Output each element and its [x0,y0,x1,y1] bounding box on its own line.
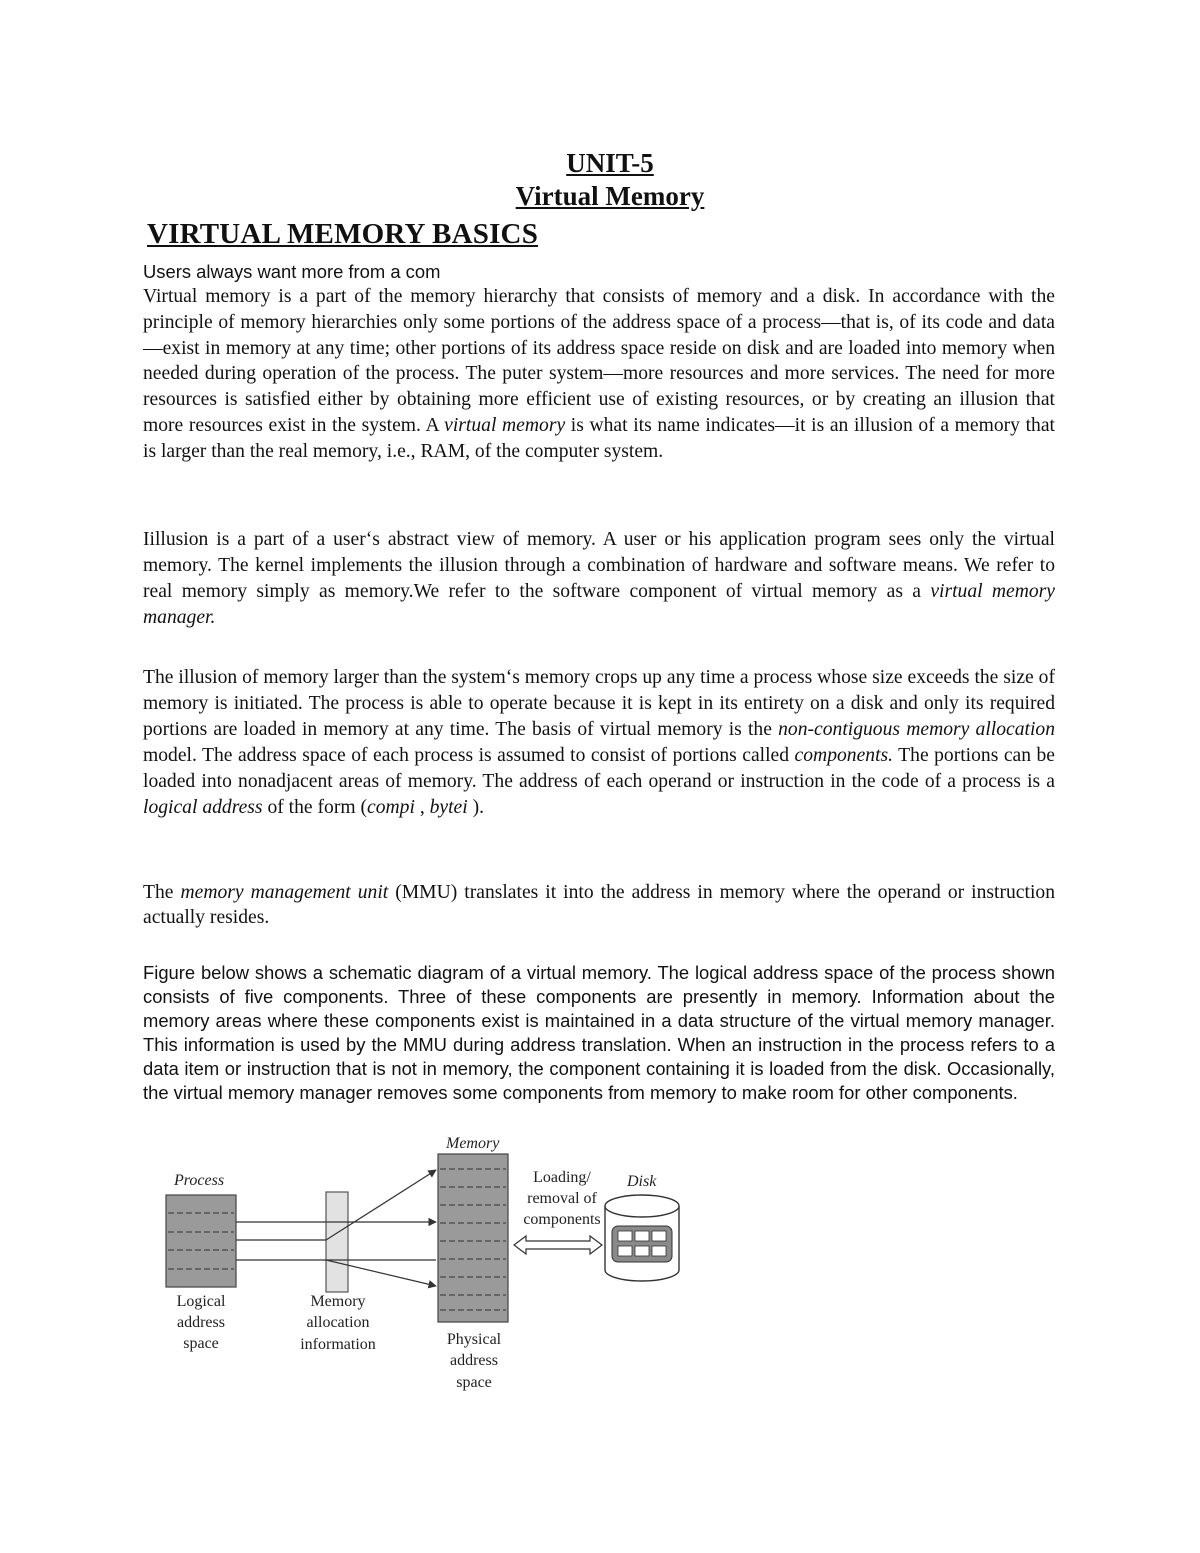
alloc-label-3: information [300,1336,376,1353]
allocation-info-block [326,1192,348,1292]
paragraph-1 [143,284,1055,465]
paragraph-3-text-c: The portions can be loaded into nonadjacent areas of memory. The address of each operand or instruction in the code of a process is a [143,745,1055,792]
page-subtitle: Virtual Memory [515,181,705,211]
paragraph-3-emphasis-3: logical address [143,797,263,818]
paragraph-3 [143,665,1055,821]
paragraph-1-text-b: is what its name indicates—it is an illusion of a memory that is larger than the real memory, i.e., RAM, of the computer system. [143,414,1055,462]
physical-label-2: address [450,1352,498,1369]
process-label: Process [174,1172,225,1189]
loading-label-2: removal of [527,1190,597,1207]
paragraph-5-text: Figure below shows a schematic diagram of a virtual memory. The logical address space of the process shown consists of five components. Three of these components are presently in memory. Information about the memory areas where these components exist is maintained in a data structure of the virtual memory manager. This information is used by the MMU during address translation. When an instruction in the process refers to a data item or instruction that is not in memory, the component containing it is loaded from the disk. Occasionally, the virtual memory manager removes some components from memory to make room for other components. [143,962,1055,1103]
paragraph-2-text-a: Iillusion is a part of a user‘s abstract view of memory. A user or his application program sees only the virtual memory. The kernel implements the illusion through a combination of hardware and software means. We refer to real memory simply as memory.We refer to the software component of virtual memory as a [143,529,1055,602]
physical-label-1: Physical [446,1331,502,1348]
logical-label-3: space [183,1335,219,1352]
process-block-fill [166,1195,236,1287]
paragraph-1-emphasis: virtual memory [444,414,566,436]
paragraph-2-emphasis: virtual memory manager. [143,581,1056,628]
paragraph-1-text-a: Virtual memory is a part of the memory hierarchy that consists of memory and a disk. In accordance with the principle of memory hierarchies only some portions of the address space of a process—that is, of its code and data—exist in memory at any time; other portions of its address space reside on disk and are loaded into memory when needed during operation of the process. The puter system—more resources and more services. The need for more resources is satisfied either by obtaining more efficient use of existing resources, or by creating an illusion that more resources exist in the system. A [143,286,1055,436]
disk-label: Disk [627,1173,657,1190]
paragraph-5 [143,961,1055,1105]
paragraph-4-emphasis: memory management unit [180,882,389,903]
paragraph-3-emphasis-2: components. [794,745,894,766]
logical-label-2: address [177,1314,225,1331]
paragraph-3-emphasis-4: compi [367,797,415,818]
paragraph-4 [143,880,1055,930]
loading-label-1: Loading/ [533,1169,591,1186]
physical-label-3: space [456,1374,492,1391]
alloc-label-2: allocation [306,1314,370,1331]
memory-label: Memory [446,1135,500,1152]
paragraph-3-text-b: model. The address space of each process is assumed to consist of portions called [143,745,795,766]
memory-block-fill [438,1154,508,1322]
paragraph-3-text-d: of the form ( [262,797,368,818]
intro-first-line: Users always want more from a com [143,261,441,282]
intro-block [143,259,1055,465]
paragraph-4-text-b: (MMU) translates it into the address in memory where the operand or instruction actually resides. [143,882,1055,928]
paragraph-3-emphasis-5: bytei [429,797,468,818]
section-heading: VIRTUAL MEMORY BASICS [147,218,539,250]
paragraph-4-text-a: The [143,882,181,903]
memory-block [438,1154,508,1322]
paragraph-3-text-e: , [414,797,430,818]
paragraph-2 [143,527,1055,631]
disk-icon [605,1195,679,1281]
paragraph-3-text-f: ). [467,797,485,818]
paragraph-3-text-a: The illusion of memory larger than the system‘s memory crops up any time a process whose size exceeds the size of memory is initiated. The process is able to operate because it is kept in its entirety on a disk and only its required portions are loaded in memory at any time. The basis of virtual memory is the [143,667,1055,740]
virtual-memory-diagram [150,1128,710,1398]
loading-double-arrow [514,1236,602,1254]
process-block [166,1195,236,1287]
logical-label-1: Logical [176,1293,226,1310]
alloc-label-1: Memory [310,1293,366,1310]
paragraph-3-emphasis-1: non-contiguous memory allocation [778,719,1056,740]
loading-label-3: components [523,1211,601,1228]
unit-title: UNIT-5 [566,148,654,178]
